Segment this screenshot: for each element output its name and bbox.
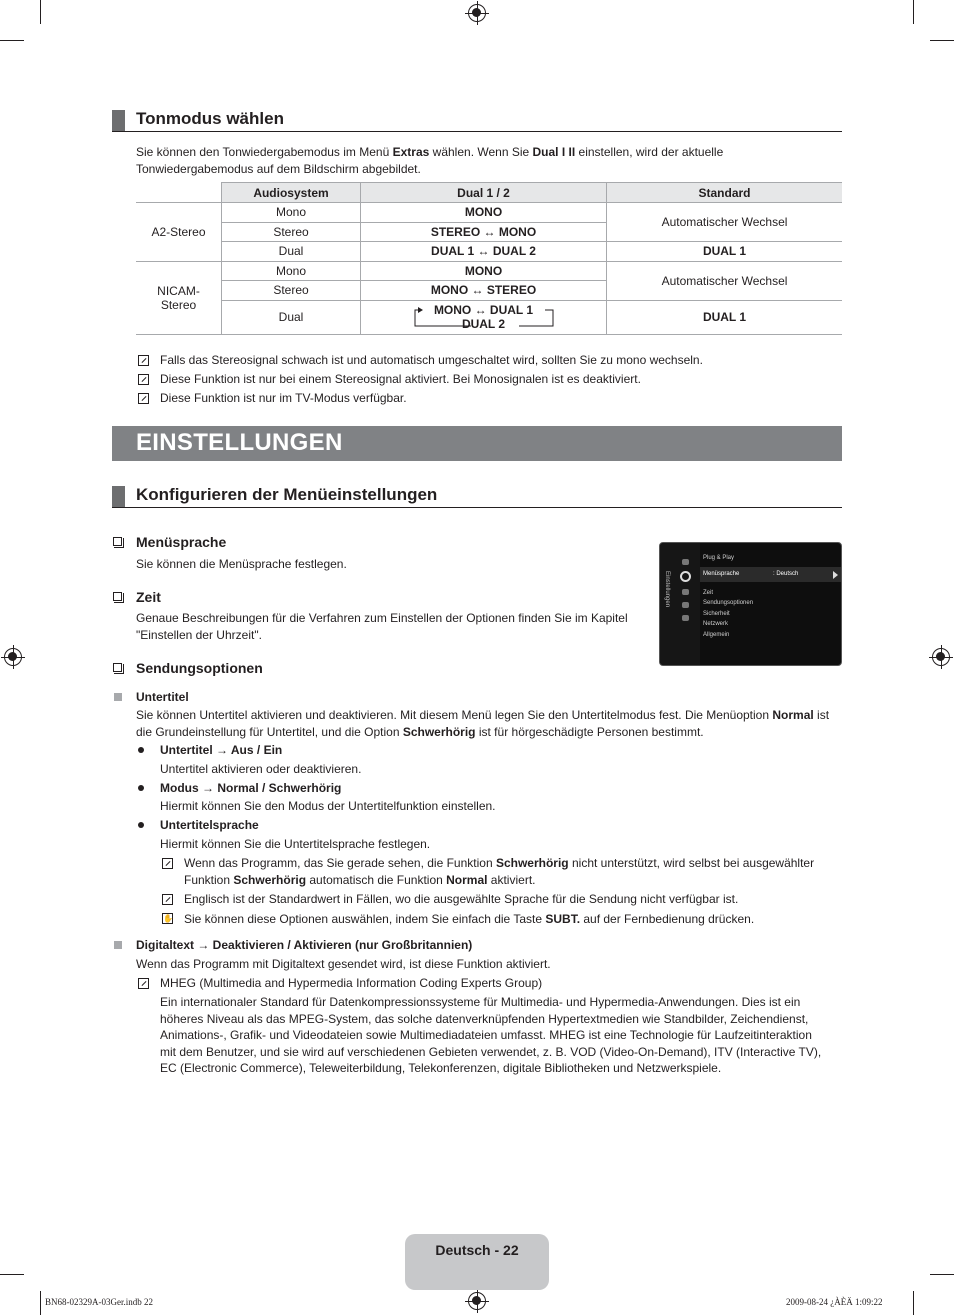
table-cell: DUAL 1 ↔ DUAL 2 [361,242,607,262]
crop-mark [930,1274,954,1275]
subheading-menusprache: Menüsprache [136,534,227,550]
table-group-cell: A2-Stereo [136,203,222,262]
chapter-title: EINSTELLUNGEN [136,429,343,456]
table-row [136,203,842,223]
osd-menu-icon [682,589,689,595]
crop-mark [40,1291,41,1315]
intro-paragraph: Sie können den Tonwiedergabemodus im Menü Extras wählen. Wenn Sie Dual I II einstellen, wird der aktuelle Tonwiedergabemodus auf dem Bildschirm abgebildet. [136,145,724,176]
subheading-digitaltext: Digitaltext → Deaktivieren / Aktivieren (nur Großbritannien) [136,938,473,952]
square-bullet-icon [114,941,122,949]
table-header: Dual 1 / 2 [361,183,607,203]
table-cell: DUAL 1 [607,242,843,262]
bullet-dot-icon [138,822,144,828]
table-cell: Automatischer Wechsel [607,203,843,242]
note-text: Falls das Stereosignal schwach ist und automatisch umgeschaltet wird, sollten Sie zu mono wechseln. [160,353,703,367]
osd-menu-screenshot [659,542,842,666]
bullet-text: Hiermit können Sie die Untertitelsprache festlegen. [160,837,431,851]
checkbox-bullet-icon [113,663,122,672]
table-group-cell: NICAM- Stereo [136,261,222,334]
triangle-right-icon [833,571,838,579]
section-title-menu [112,485,842,508]
section-bar [112,486,125,507]
cycle-arrow-icon [411,304,557,330]
bullet-dot-icon [138,747,144,753]
table-header-empty [136,183,222,203]
subheading-sendungsoptionen: Sendungsoptionen [136,660,263,676]
note-icon [138,374,149,385]
checkbox-bullet-icon [113,592,122,601]
table-row [136,242,842,262]
table-cell: MONO [361,261,607,281]
table-cell: Automatischer Wechsel [607,261,843,300]
square-bullet-icon [114,693,122,701]
note-icon [138,355,149,366]
subheading-zeit: Zeit [136,589,161,605]
note-text: Sie können diese Optionen auswählen, indem Sie einfach die Taste SUBT. auf der Fernbedienung drücken. [184,912,755,926]
chapter-banner [112,426,842,461]
registration-mark-icon [4,648,22,666]
table-header-row [136,183,842,203]
table-row [136,261,842,281]
section-title-tonmodus [112,109,842,132]
table-cell: Mono [222,203,361,223]
page-number: Deutsch - 22 [435,1242,519,1258]
crop-mark [930,40,954,41]
crop-mark [40,0,41,24]
table-row [136,300,842,334]
paragraph: Sie können die Menüsprache festlegen. [136,557,347,571]
osd-item: Plug & Play [703,555,735,561]
table-cell: Mono [222,261,361,281]
bullet-title: Modus → Normal / Schwerhörig [160,781,342,795]
note-text: Diese Funktion ist nur bei einem Stereosignal aktiviert. Bei Monosignalen ist es deaktiviert. [160,372,641,386]
note-icon [162,858,173,869]
bullet-dot-icon [138,785,144,791]
table-cell: STEREO ↔ MONO [361,222,607,242]
section-title-text: Tonmodus wählen [136,109,284,128]
table-header: Standard [607,183,843,203]
note-text: Diese Funktion ist nur im TV-Modus verfügbar. [160,391,407,405]
osd-item: Zeit [703,590,714,596]
page-number-badge [405,1234,549,1290]
paragraph: Sie können Untertitel aktivieren und deaktivieren. Mit diesem Menü legen Sie den Untertitelmodus fest. Die Menüoption Normal ist die Grundeinstellung für Untertitel, und die Option Schwerhörig ist für hörgeschädigte Personen bestimmt. [136,708,830,739]
note-icon [162,894,173,905]
note-text: Englisch ist der Standardwert in Fällen, wo die ausgewählte Sprache für die Sendung nicht verfügbar ist. [184,892,739,906]
registration-mark-icon [932,648,950,666]
osd-item: Sendungsoptionen [703,600,754,606]
osd-item: Netzwerk [703,621,729,627]
osd-menu-icon [682,615,689,621]
osd-item: Allgemein [703,632,730,638]
print-slug-right: 2009-08-24 ¿ÀÈÄ 1:09:22 [786,1297,883,1307]
table-cell: DUAL 1 [607,300,843,334]
osd-item-value: : Deutsch [773,571,799,577]
table-header: Audiosystem [222,183,361,203]
table-cell: MONO [361,203,607,223]
checkbox-bullet-icon [113,537,122,546]
table-cell: MONO ↔ STEREO [361,281,607,301]
table-cell: Stereo [222,222,361,242]
note-text: Wenn das Programm, das Sie gerade sehen, die Funktion Schwerhörig nicht unterstützt, wird selbst bei ausgewählter Funktion Schwerhörig automatisch die Funktion Normal aktiviert. [184,856,815,887]
crop-mark [913,1291,914,1315]
table-cell-cycle: MONO ↔ DUAL 1 DUAL 2 [361,300,607,334]
crop-mark [913,0,914,24]
paragraph: Wenn das Programm mit Digitaltext gesendet wird, ist diese Funktion aktiviert. [136,957,551,971]
section-bar [112,110,125,131]
bullet-text: Untertitel aktivieren oder deaktivieren. [160,762,362,776]
bullet-text: Hiermit können Sie den Modus der Untertitelfunktion einstellen. [160,799,496,813]
osd-menu-icon [682,602,689,608]
registration-mark-icon [468,1292,486,1310]
note-paragraph: Ein internationaler Standard für Datenkompressionssysteme für Multimedia- und Hypermedia-Anwendungen. Dies ist ein höheres Niveau als das MPEG-System, das solche datenverknüpfenden Hypertextmedien wie Standbilder, Zeichendienst, Animations-, Grafik- und Videodateien sowie Multimediadateien umfasst. MHEG ist eine Technologie für Laufzeitinteraktion mit dem Benutzer, und sie wird auf verschiedenen Gebieten verwendet, z. B. VOD (Video-On-Demand), ITV (Interactive TV), EC (Electronic Commerce), Teleweiterbildung, Telekonferenzen, digitale Bibliotheken und Netzwerkspiele. [160,995,822,1075]
osd-item-selected: Menüsprache [703,571,740,577]
registration-mark-icon [468,4,486,22]
paragraph: Genaue Beschreibungen für die Verfahren zum Einstellen der Optionen finden Sie im Kapitel "Einstellen der Uhrzeit". [136,611,628,642]
table-cell: Stereo [222,281,361,301]
bullet-title: Untertitelsprache [160,818,259,832]
osd-item: Sicherheit [703,611,730,617]
crop-mark [0,1274,24,1275]
note-icon [138,978,149,989]
note-icon [138,393,149,404]
subheading-untertitel: Untertitel [136,690,189,704]
gear-icon [680,571,691,582]
remote-hand-icon: ✋ [163,914,173,923]
section-title-text: Konfigurieren der Menüeinstellungen [136,485,438,504]
print-slug-left: BN68-02329A-03Ger.indb 22 [45,1297,153,1307]
note-title: MHEG (Multimedia and Hypermedia Information Coding Experts Group) [160,976,543,990]
bullet-title: Untertitel → Aus / Ein [160,743,283,757]
osd-vertical-label: Einstellungen [664,571,670,608]
table-cell: Dual [222,300,361,334]
osd-menu-icon [682,559,689,565]
sound-mode-table [136,182,842,335]
table-cell: Dual [222,242,361,262]
crop-mark [0,40,24,41]
